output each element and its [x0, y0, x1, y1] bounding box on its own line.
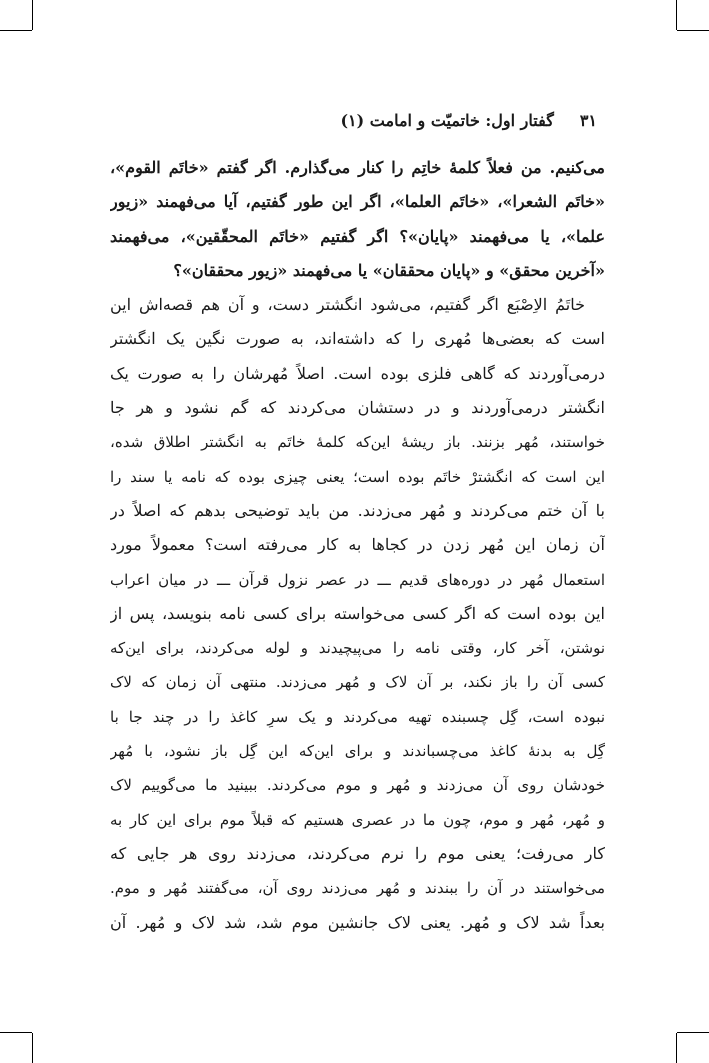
text-line: درمی‌آوردند که گاهی فلزی بوده است. اصلاً مُهرشان را به صورت یک [110, 363, 605, 383]
text-line: استعمال مُهر در دوره‌های قدیم ـــ در عصر نزول قرآن ـــ در میان اعراب [110, 570, 605, 589]
text-line: این است که انگشترْ خاتَم بوده است؛ یعنی چیزی بوده که نامه یا سند را [110, 467, 605, 486]
text-line: است که بعضی‌ها مُهری را که داشته‌اند، به صورت نگین یک انگشتر [110, 329, 605, 349]
text-line: انگشتر درمی‌آوردند و در دستشان می‌کردند که گم نشود و هر جا [110, 398, 605, 418]
text-line: علما»، یا می‌فهمند «پایان»؟ اگر گفتیم «خاتَم المحقّقین»، می‌فهمند [110, 226, 605, 246]
crop-mark [677, 1032, 709, 1033]
text-line: می‌کنیم. من فعلاً کلمهٔ خاتِم را کنار می‌گذارم. اگر گفتم «خاتَم القوم»، [110, 158, 605, 177]
text-line: خواستند، مُهر بزنند. باز ریشهٔ این‌که کلمهٔ خاتَم به انگشتر اطلاق شده، [110, 433, 605, 452]
text-line: و مُهر، مُهر و موم، چون ما در عصری هستیم که قبلاً موم برای این کار به [110, 810, 605, 829]
crop-mark [676, 1033, 677, 1063]
text-line: خاتَمُ الاِصْبَع اگر گفتیم، می‌شود انگشتر دست، و آن هم قصه‌اش این [110, 295, 585, 315]
text-line: می‌خواستند در آن را ببندند و مُهر می‌زدند روی آن، می‌گفتند مُهر و موم. [110, 879, 605, 898]
crop-mark [0, 30, 32, 31]
crop-mark [677, 30, 709, 31]
text-line: «آخرین محقق» و «پایان محققان» یا می‌فهمند «زیور محققان»؟ [173, 260, 605, 280]
text-line: خودشان روی آن می‌زدند و مُهر و موم می‌کردند. ببینید ما می‌گوییم لاک [110, 776, 605, 795]
text-line: نوشتن، آخر کار، وقتی نامه را می‌پیچیدند و لوله می‌کردند، برای این‌که [110, 639, 605, 658]
crop-mark [676, 0, 677, 30]
text-line: با آن ختم می‌کردند و مُهر می‌زدند. من باید توضیحی بدهم که اصلاً در [110, 500, 605, 520]
crop-mark [32, 1033, 33, 1063]
text-line: نبوده است، گِل چسبنده تهیه می‌کردند و یک سرِ کاغذ را در چند جا با [110, 707, 605, 726]
text-line: این بوده است که اگر کسی می‌خواسته برای کسی نامه بنویسد، پس از [110, 603, 605, 623]
page-number: ۳۱ [579, 111, 597, 130]
body-text [110, 151, 605, 940]
text-line: گِل به بدنهٔ کاغذ می‌چسباندند و برای این‌که این گِل باز نشود، با مُهر [110, 742, 605, 761]
chapter-title: گفتار اول: خاتمیّت و امامت (۱) [340, 111, 554, 130]
crop-mark [32, 0, 33, 30]
running-head [118, 111, 597, 130]
text-line: آن زمان این مُهر زدن در کجاها به کار می‌رفته است؟ معمولاً مورد [110, 535, 605, 555]
text-line: بعداً شد لاک و مُهر. یعنی لاک جانشین موم شد، شد لاک و مُهر. آن [110, 912, 605, 932]
text-line: کار می‌رفت؛ یعنی موم را نرم می‌کردند، می‌زدند روی هر جایی که [110, 843, 605, 863]
crop-mark [0, 1032, 32, 1033]
text-line: «خاتَم الشعرا»، «خاتَم العلما»، اگر این طور گفتیم، آیا می‌فهمند «زیور [110, 192, 605, 212]
text-line: کسی آن را باز نکند، بر آن لاک و مُهر می‌زدند. منتهی آن زمان که لاک [110, 673, 605, 692]
